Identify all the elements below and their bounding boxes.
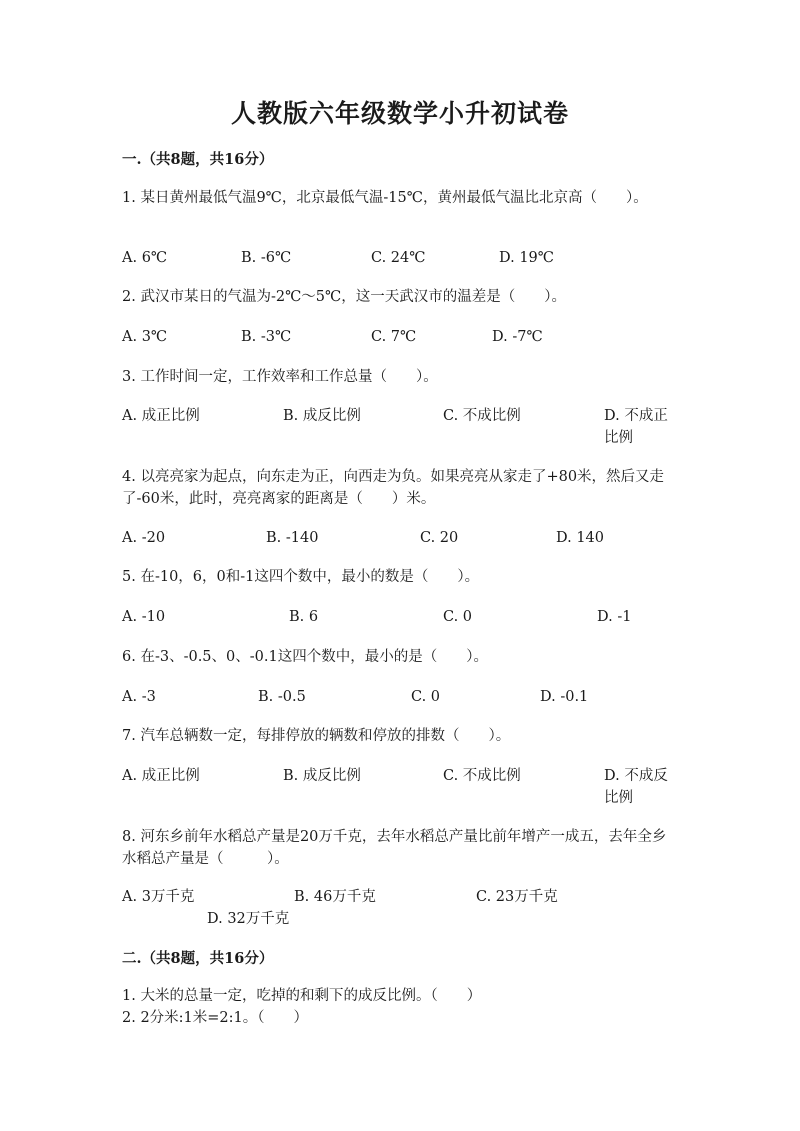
q8-option-b: B. 46万千克	[294, 889, 376, 905]
q2-option-a: A. 3℃	[122, 329, 168, 345]
q8-option-d: D. 32万千克	[207, 911, 290, 927]
question-6-stem: 6. 在-3、-0.5、0、-0.1这四个数中，最小的是（ ）。	[122, 649, 488, 665]
q8-option-a: A. 3万千克	[122, 889, 195, 905]
section-heading-2: 二.（共8题，共16分）	[122, 950, 274, 967]
page-title: 人教版六年级数学小升初试卷	[230, 99, 569, 128]
q6-option-b: B. -0.5	[258, 689, 306, 705]
q1-option-d: D. 19℃	[499, 250, 554, 266]
q8-option-c: C. 23万千克	[476, 889, 558, 905]
q1-option-c: C. 24℃	[371, 250, 426, 266]
question-1-stem: 1. 某日黄州最低气温9℃，北京最低气温-15℃，黄州最低气温比北京高（ ）。	[122, 190, 648, 206]
q4-option-b: B. -140	[266, 530, 319, 546]
q2-option-b: B. -3℃	[241, 329, 292, 345]
q6-option-d: D. -0.1	[540, 689, 589, 705]
q6-option-c: C. 0	[411, 689, 441, 705]
judge-question-1: 1. 大米的总量一定，吃掉的和剩下的成反比例。（ ）	[122, 988, 482, 1004]
q7-option-b: B. 成反比例	[283, 768, 361, 784]
question-4-stem: 4. 以亮亮家为起点，向东走为正，向西走为负。如果亮亮从家走了+80米，然后又走了-60米，此时，亮亮离家的距离是（ ）米。	[122, 469, 665, 507]
question-7-stem: 7. 汽车总辆数一定，每排停放的辆数和停放的排数（ ）。	[122, 728, 511, 744]
q5-option-d: D. -1	[597, 609, 632, 625]
q1-option-a: A. 6℃	[122, 250, 168, 266]
q5-option-b: B. 6	[289, 609, 319, 625]
q7-option-c: C. 不成比例	[443, 768, 521, 784]
q6-option-a: A. -3	[122, 689, 156, 705]
q1-option-b: B. -6℃	[241, 250, 292, 266]
question-8-stem: 8. 河东乡前年水稻总产量是20万千克，去年水稻总产量比前年增产一成五，去年全乡水稻总产量是（ ）。	[122, 829, 667, 867]
q4-option-c: C. 20	[420, 530, 459, 546]
judge-question-2: 2. 2分米:1米=2:1。（ ）	[122, 1010, 309, 1026]
q2-option-c: C. 7℃	[371, 329, 417, 345]
q3-option-b: B. 成反比例	[283, 408, 361, 424]
q2-option-d: D. -7℃	[492, 329, 543, 345]
q7-option-a: A. 成正比例	[122, 768, 200, 784]
q5-option-c: C. 0	[443, 609, 473, 625]
q3-option-d: D. 不成正比例	[604, 408, 668, 446]
question-5-stem: 5. 在-10，6，0和-1这四个数中，最小的数是（ ）。	[122, 569, 480, 585]
q3-option-a: A. 成正比例	[122, 408, 200, 424]
q3-option-c: C. 不成比例	[443, 408, 521, 424]
question-3-stem: 3. 工作时间一定，工作效率和工作总量（ ）。	[122, 369, 438, 385]
q4-option-a: A. -20	[122, 530, 166, 546]
question-2-stem: 2. 武汉市某日的气温为-2℃～5℃，这一天武汉市的温差是（ ）。	[122, 289, 566, 305]
q7-option-d: D. 不成反比例	[604, 768, 668, 806]
q4-option-d: D. 140	[556, 530, 605, 546]
q5-option-a: A. -10	[122, 609, 166, 625]
section-heading-1: 一.（共8题，共16分）	[122, 151, 274, 168]
